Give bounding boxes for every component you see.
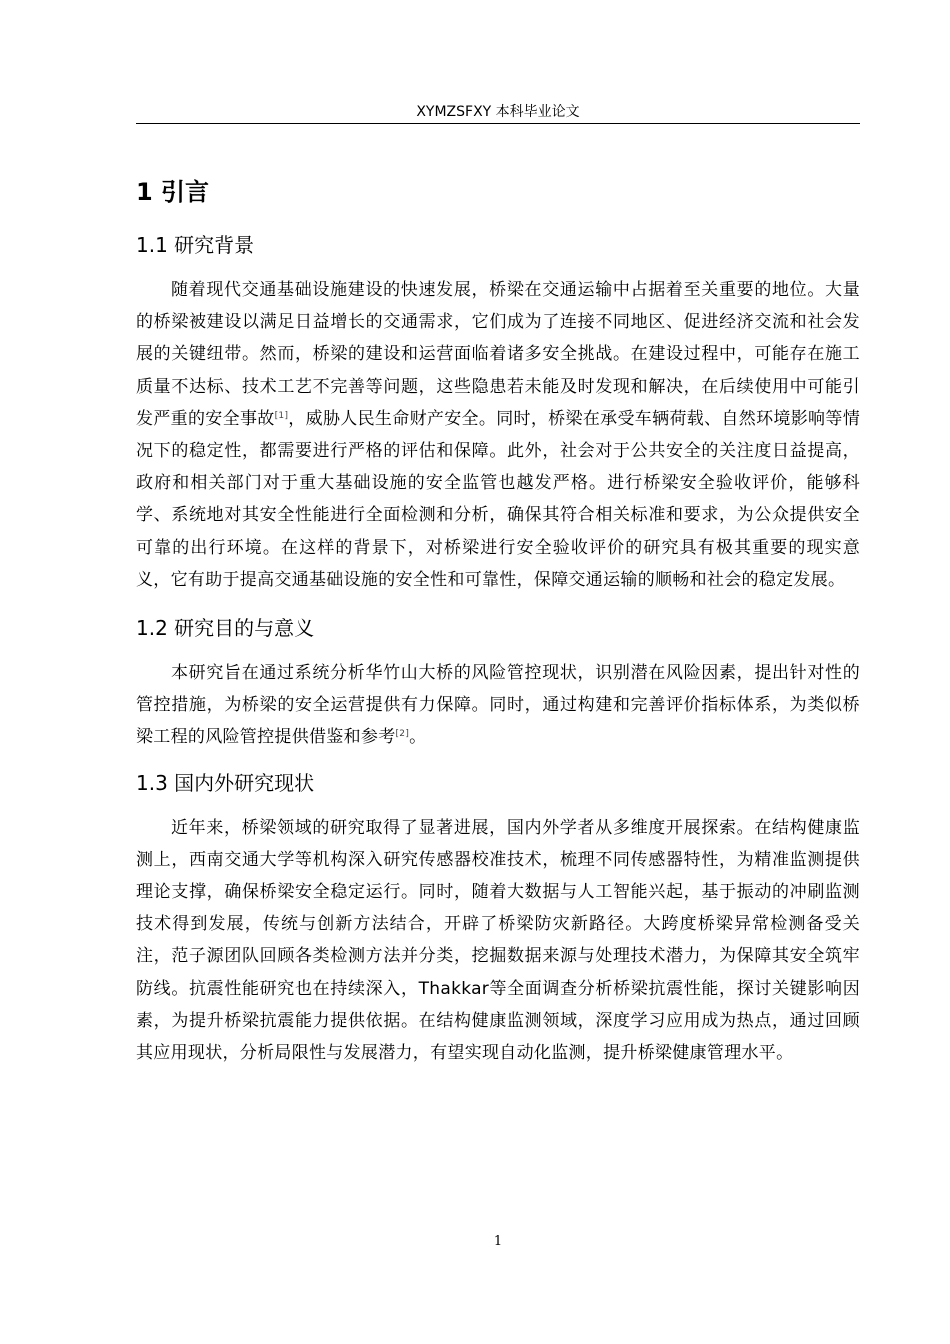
citation-ref-2: [2] — [395, 729, 410, 740]
running-header: XYMZSFXY 本科毕业论文 — [416, 104, 580, 120]
paragraph-purpose-text-1: 本研究旨在通过系统分析华竹山大桥的风险管控现状，识别潜在风险因素，提出针对性的管控措施，为桥梁的安全运营提供有力保障。同时，通过构建和完善评价指标体系，为类似桥梁工程的风险管控提供借鉴和参考 — [136, 663, 860, 748]
header-rule — [136, 123, 860, 124]
paragraph-background-text-2: ，威胁人民生命财产安全。同时，桥梁在承受车辆荷载、自然环境影响等情况下的稳定性，都需要进行严格的评估和保障。此外，社会对于公共安全的关注度日益提高，政府和相关部门对于重大基础设施的安全监管也越发严格。进行桥梁安全验收评价，能够科学、系统地对其安全性能进行全面检测和分析，确保其符合相关标准和要求，为公众提供安全可靠的出行环境。在这样的背景下，对桥梁进行安全验收评价的研究具有极其重要的现实意义，它有助于提高交通基础设施的安全性和可靠性，保障交通运输的顺畅和社会的稳定发展。 — [136, 408, 860, 590]
section-title-purpose: 1.2 研究目的与意义 — [136, 616, 315, 641]
paragraph-background-text-1: 随着现代交通基础设施建设的快速发展，桥梁在交通运输中占据着至关重要的地位。大量的桥梁被建设以满足日益增长的交通需求，它们成为了连接不同地区、促进经济交流和社会发展的关键纽带。然而，桥梁的建设和运营面临着诸多安全挑战。在建设过程中，可能存在施工质量不达标、技术工艺不完善等问题，这些隐患若未能及时发现和解决，在后续使用中可能引发严重的安全事故 — [136, 280, 860, 429]
paragraph-purpose — [136, 657, 860, 754]
chapter-title: 1 引言 — [136, 178, 210, 206]
paragraph-purpose-text-2: 。 — [409, 727, 427, 748]
paragraph-background — [136, 274, 860, 596]
section-title-background: 1.1 研究背景 — [136, 233, 255, 257]
citation-ref-1: [1] — [274, 410, 289, 421]
section-title-research-status: 1.3 国内外研究现状 — [136, 770, 315, 795]
page-content — [136, 170, 860, 1069]
paragraph-research-status: 近年来，桥梁领域的研究取得了显著进展，国内外学者从多维度开展探索。在结构健康监测上，西南交通大学等机构深入研究传感器校准技术，梳理不同传感器特性，为精准监测提供理论支撑，确保桥梁安全稳定运行。同时，随着大数据与人工智能兴起，基于振动的冲刷监测技术得到发展，传统与创新方法结合，开辟了桥梁防灾新路径。大跨度桥梁异常检测备受关注，范子源团队回顾各类检测方法并分类，挖掘数据来源与处理技术潜力，为保障其安全筑牢防线。抗震性能研究也在持续深入，Thakkar等全面调查分析桥梁抗震性能，探讨关键影响因素，为提升桥梁抗震能力提供依据。在结构健康监测领域，深度学习应用成为热点，通过回顾其应用现状，分析局限性与发展潜力，有望实现自动化监测，提升桥梁健康管理水平。 — [136, 817, 860, 1064]
page-number: 1 — [493, 1234, 503, 1249]
